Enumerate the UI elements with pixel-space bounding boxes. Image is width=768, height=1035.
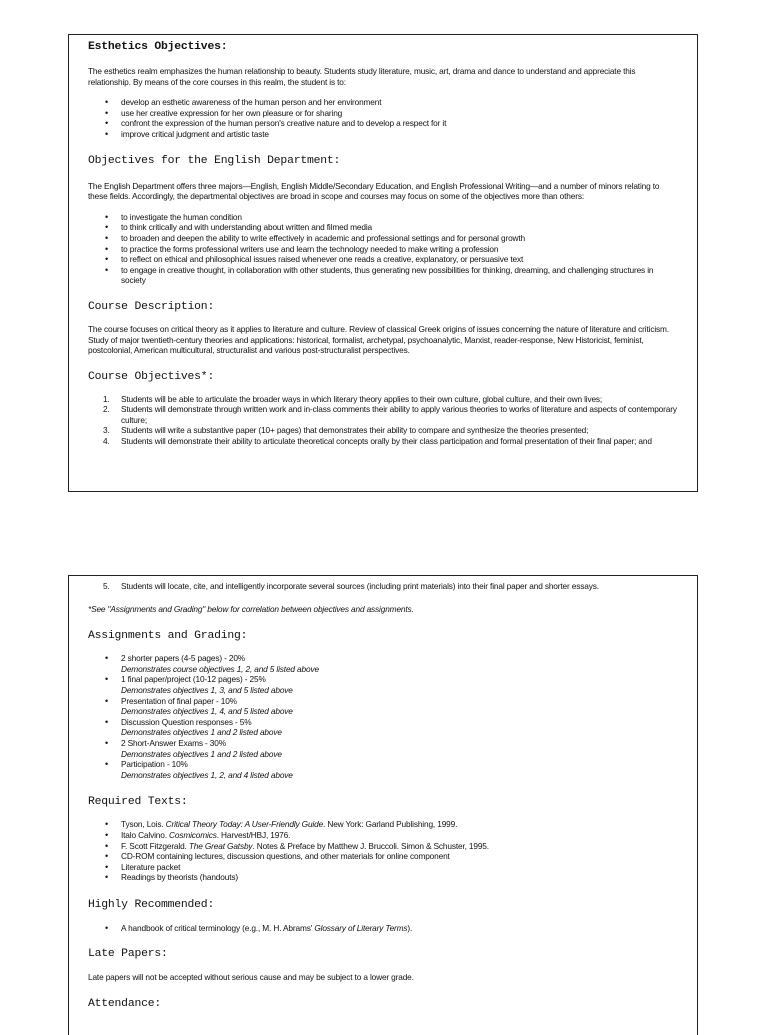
list-item: • 2 Short-Answer Exams - 30% Demonstrates objectives 1 and 2 listed above — [88, 738, 678, 759]
list-item: 2. Students will demonstrate through written work and in-class comments their ability to apply various theories to works of literature and aspects of contemporary culture; — [103, 404, 677, 425]
list-item: 4. Students will demonstrate their ability to articulate theoretical concepts orally by their class participation and formal presentation of their final paper; and — [103, 436, 652, 447]
list-item: • Readings by theorists (handouts) — [88, 872, 678, 883]
english-list — [88, 212, 678, 286]
list-item: • to think critically and with understanding about written and filmed media — [88, 222, 678, 233]
list-item: 5. Students will locate, cite, and intelligently incorporate several sources (including print materials) into their final paper and shorter essays. — [103, 581, 599, 591]
late-papers-heading: Late Papers: — [88, 948, 168, 961]
list-item: • to investigate the human condition — [88, 212, 678, 223]
list-item: • develop an esthetic awareness of the human person and her environment — [88, 97, 678, 108]
assignments-list — [88, 653, 678, 780]
recommended-heading: Highly Recommended: — [88, 898, 215, 911]
list-item: • to engage in creative thought, in collaboration with other students, thus generating new possibilities for thinking, dreaming, and challenging structures in society — [88, 265, 678, 286]
list-item: • confront the expression of the human person's creative nature and to develop a respect for it — [88, 118, 678, 129]
document-page-2 — [68, 575, 698, 1035]
attendance-heading: Attendance: — [88, 998, 161, 1011]
list-item: • to broaden and deepen the ability to write effectively in academic and professional settings and for personal growth — [88, 233, 678, 244]
english-intro: The English Department offers three majors—English, English Middle/Secondary Education, and English Professional Writing—and a number of minors relating to these fields. Accordingly, the departmental objectives are broad in scope and courses may focus on some of the objectives more than others: — [88, 180, 660, 202]
course-description-text: The course focuses on critical theory as it applies to literature and culture. Review of classical Greek origins of issues concerning the nature of literature and criticism. Study of major twentieth-century theories and applications: historical, formalist, archetypal, psychoanalytic, Marxist, reader-response, New Historicist, feminist, postcolonial, American multicultural, structuralist and various post-structuralist perspectives. — [88, 323, 669, 356]
list-item: • Participation - 10% Demonstrates objectives 1, 2, and 4 listed above — [88, 759, 678, 780]
list-item: • Discussion Question responses - 5% Demonstrates objectives 1 and 2 listed above — [88, 717, 678, 738]
list-item: • improve critical judgment and artistic taste — [88, 129, 678, 140]
list-item: 3. Students will write a substantive paper (10+ pages) that demonstrates their ability to compare and synthesize the theories presented; — [103, 425, 589, 436]
list-item: • use her creative expression for her own pleasure or for sharing — [88, 108, 678, 119]
course-description-heading: Course Description: — [88, 300, 215, 313]
list-item: • Italo Calvino. Cosmicomics. Harvest/HBJ, 1976. — [88, 830, 678, 841]
required-texts-heading: Required Texts: — [88, 796, 188, 809]
late-papers-text: Late papers will not be accepted without serious cause and may be subject to a lower grade. — [88, 972, 414, 983]
list-item: • CD-ROM containing lectures, discussion questions, and other materials for online component — [88, 851, 678, 862]
required-texts-list — [88, 819, 678, 883]
list-item: • 1 final paper/project (10-12 pages) - 25% Demonstrates objectives 1, 3, and 5 listed above — [88, 674, 678, 695]
list-item: 1. Students will be able to articulate the broader ways in which literary theory applies to their own culture, global culture, and their own lives; — [103, 393, 603, 404]
list-item: • to reflect on ethical and philosophical issues raised whenever one reads a creative, explanatory, or persuasive text — [88, 254, 678, 265]
recommended-list — [88, 923, 678, 934]
course-objectives-continued — [88, 581, 678, 592]
list-item: • to practice the forms professional writers use and learn the technology needed to make writing a profession — [88, 244, 678, 255]
course-objectives-heading: Course Objectives*: — [88, 370, 215, 383]
list-item: • Literature packet — [88, 862, 678, 873]
list-item: • 2 shorter papers (4-5 pages) - 20% Demonstrates course objectives 1, 2, and 5 listed above — [88, 653, 678, 674]
esthetics-list — [88, 97, 678, 139]
list-item: • Presentation of final paper - 10% Demonstrates objectives 1, 4, and 5 listed above — [88, 696, 678, 717]
course-objectives-list — [88, 394, 678, 447]
list-item: • A handbook of critical terminology (e.g., M. H. Abrams' Glossary of Literary Terms). — [88, 923, 678, 934]
list-item: • Tyson, Lois. Critical Theory Today: A User-Friendly Guide. New York: Garland Publishing, 1999. — [88, 819, 678, 830]
assignments-heading: Assignments and Grading: — [88, 630, 248, 643]
english-heading: Objectives for the English Department: — [88, 154, 341, 167]
list-item: • F. Scott Fitzgerald. The Great Gatsby. Notes & Preface by Matthew J. Bruccoli. Simon & Schuster, 1995. — [88, 841, 678, 852]
esthetics-intro: The esthetics realm emphasizes the human relationship to beauty. Students study literature, music, art, drama and dance to understand and appreciate this relationship. By means of the core courses in this realm, the student is to: — [88, 66, 636, 87]
see-note: *See "Assignments and Grading" below for correlation between objectives and assignments. — [88, 603, 414, 614]
esthetics-heading: Esthetics Objectives: — [88, 41, 228, 53]
document-page-1 — [68, 34, 698, 492]
